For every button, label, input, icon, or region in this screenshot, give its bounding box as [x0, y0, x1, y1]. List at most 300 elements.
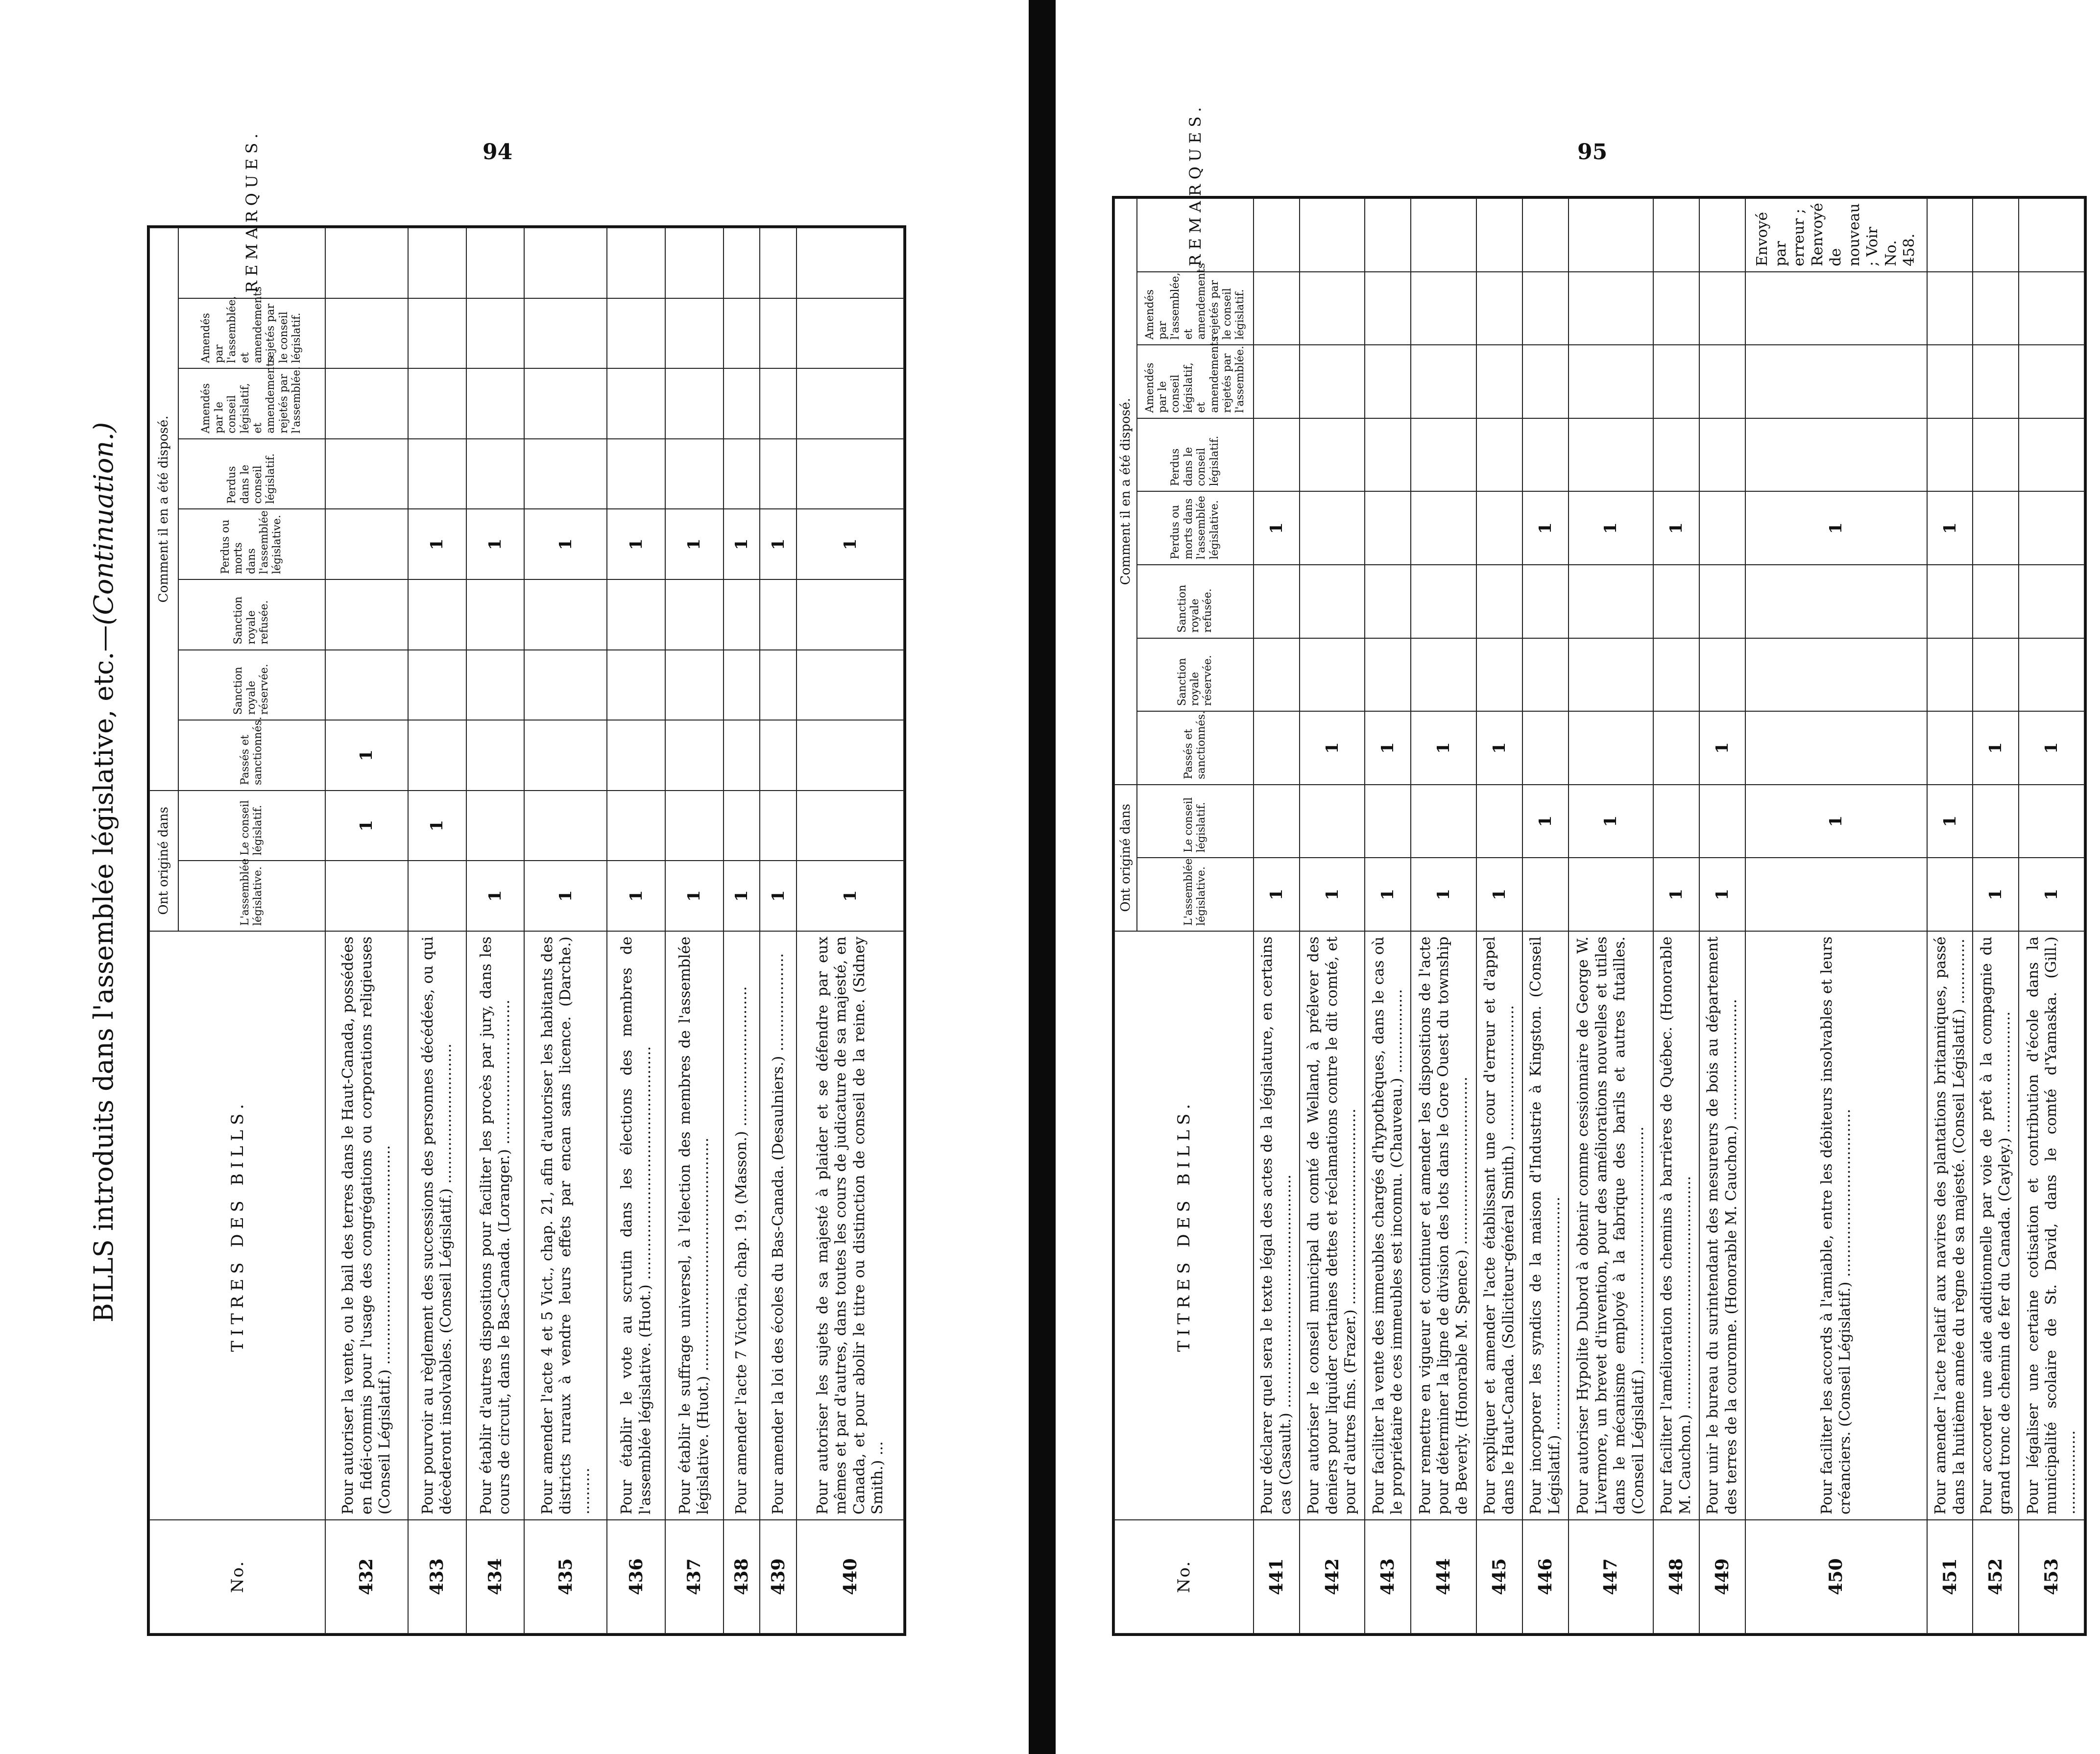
cell-amendes-conseil — [1973, 345, 2019, 418]
cell-conseil — [607, 791, 665, 861]
cell-amendes-assemblee — [1411, 272, 1476, 345]
cell-refusee — [1569, 565, 1653, 638]
bill-title: Pour déclarer quel sera le texte légal des actes de la législature, en certains cas (Casault.) .................................................. — [1254, 931, 1300, 1520]
cell-amendes-conseil — [760, 368, 797, 439]
running-title-main: BILLS introduits dans l'assemblée législative, etc.— — [88, 625, 119, 1322]
cell-refusee — [1522, 565, 1569, 638]
cell-perdus-assemblee: 1 — [797, 509, 904, 579]
table-row — [665, 228, 724, 1634]
cell-refusee — [724, 579, 760, 650]
cell-remarques — [1300, 198, 1365, 272]
cell-conseil — [760, 791, 797, 861]
cell-amendes-assemblee — [665, 298, 724, 369]
cell-passes — [1522, 711, 1569, 785]
cell-reservee — [466, 650, 525, 721]
cell-remarques — [1699, 198, 1745, 272]
header-conseil: Le conseil législatif. — [1137, 785, 1254, 858]
cell-perdus-assemblee — [325, 509, 408, 579]
bill-title: Pour amender l'acte relatif aux navires des plantations britanniques, passé dans la huitième année du règne de sa majesté. (Conseil Législatif.) .............. — [1927, 931, 1973, 1520]
bill-title: Pour établir le suffrage universel, à l'élection des membres de l'assemblée législative. (Huot.) .................................................. — [665, 931, 724, 1520]
cell-reservee — [408, 650, 466, 721]
cell-assemblee — [1522, 858, 1569, 931]
cell-refusee — [2019, 565, 2084, 638]
bill-title: Pour autoriser la vente, ou le bail des terres dans le Haut-Canada, possédées en fidéi-commis pour l'usage des congrégations ou corporations religieuses (Conseil Législatif.) ............................................... — [325, 931, 408, 1520]
cell-reservee — [607, 650, 665, 721]
cell-conseil — [797, 791, 904, 861]
cell-amendes-assemblee — [2019, 272, 2084, 345]
header-assemblee: L'assemblée législative. — [1137, 858, 1254, 931]
cell-assemblee: 1 — [524, 861, 607, 931]
cell-amendes-assemblee — [325, 298, 408, 369]
cell-remarques — [466, 228, 525, 298]
table-row — [1522, 198, 1569, 1634]
cell-perdus-assemblee: 1 — [1569, 491, 1653, 565]
running-title-continuation: (Continuation.) — [88, 422, 119, 625]
cell-refusee — [1653, 565, 1699, 638]
header-remarques: REMARQUES. — [1137, 198, 1254, 272]
bill-title: Pour remettre en vigueur et continuer et amender les dispositions de l'acte pour déterminer la ligne de division des lots dans le Gore Ouest du township de Beverly. (Honorable M. Spence.) .................................... — [1411, 931, 1476, 1520]
cell-passes: 1 — [325, 720, 408, 791]
cell-perdus-assemblee — [1411, 491, 1476, 565]
bill-number: 452 — [1973, 1520, 2019, 1634]
table-row — [524, 228, 607, 1634]
header-ont-origine: Ont originé dans — [1114, 785, 1137, 931]
cell-passes: 1 — [1973, 711, 2019, 785]
cell-conseil: 1 — [1927, 785, 1973, 858]
table-row — [1254, 198, 1300, 1634]
cell-perdus-conseil — [1973, 418, 2019, 492]
cell-passes — [607, 720, 665, 791]
cell-amendes-assemblee — [607, 298, 665, 369]
bill-number: 444 — [1411, 1520, 1476, 1634]
cell-amendes-conseil — [1476, 345, 1522, 418]
cell-assemblee: 1 — [1973, 858, 2019, 931]
cell-passes: 1 — [2019, 711, 2084, 785]
bill-number: 445 — [1476, 1520, 1522, 1634]
cell-refusee — [466, 579, 525, 650]
cell-amendes-assemblee — [1745, 272, 1927, 345]
cell-reservee — [665, 650, 724, 721]
cell-passes: 1 — [1411, 711, 1476, 785]
cell-passes — [665, 720, 724, 791]
header-titres: TITRES DES BILLS. — [149, 931, 325, 1520]
cell-remarques — [1411, 198, 1476, 272]
cell-remarques — [1254, 198, 1300, 272]
cell-conseil: 1 — [1522, 785, 1569, 858]
cell-perdus-conseil — [1569, 418, 1653, 492]
cell-amendes-assemblee — [1300, 272, 1365, 345]
header-amendes-conseil: Amendés par le conseil législatif, et amendements rejetés par l'assemblée. — [178, 368, 325, 439]
header-comment: Comment il en a été disposé. — [1114, 198, 1137, 785]
header-perdus-assemblee: Perdus ou morts dans l'assemblée législative. — [1137, 491, 1254, 565]
cell-refusee — [1365, 565, 1411, 638]
cell-perdus-conseil — [797, 439, 904, 509]
cell-reservee — [1254, 638, 1300, 712]
cell-assemblee: 1 — [607, 861, 665, 931]
cell-amendes-assemblee — [797, 298, 904, 369]
cell-reservee — [1300, 638, 1365, 712]
cell-perdus-conseil — [1653, 418, 1699, 492]
table-row — [1569, 198, 1653, 1634]
cell-amendes-assemblee — [524, 298, 607, 369]
cell-perdus-assemblee: 1 — [408, 509, 466, 579]
cell-refusee — [665, 579, 724, 650]
cell-perdus-conseil — [408, 439, 466, 509]
page-number: 94 — [483, 140, 513, 165]
cell-assemblee: 1 — [1653, 858, 1699, 931]
cell-perdus-conseil — [1476, 418, 1522, 492]
cell-perdus-assemblee: 1 — [1745, 491, 1927, 565]
header-perdus-assemblee: Perdus ou morts dans l'assemblée législative. — [178, 509, 325, 579]
cell-perdus-assemblee — [1973, 491, 2019, 565]
cell-amendes-assemblee — [1365, 272, 1411, 345]
bill-title: Pour amender l'acte 4 et 5 Vict., chap. 21, afin d'autoriser les habitants des districts ruraux à vendre leurs effets par encan sans licence. (Darche.) .......... — [524, 931, 607, 1520]
bill-title: Pour expliquer et amender l'acte établissant une cour d'erreur et d'appel dans le Haut-Canada. (Solliciteur-général Smith.) ............................. — [1476, 931, 1522, 1520]
cell-passes — [760, 720, 797, 791]
cell-amendes-assemblee — [1476, 272, 1522, 345]
table-row — [1365, 198, 1411, 1634]
cell-remarques — [524, 228, 607, 298]
cell-assemblee: 1 — [1476, 858, 1522, 931]
cell-amendes-conseil — [724, 368, 760, 439]
cell-perdus-assemblee: 1 — [524, 509, 607, 579]
cell-assemblee — [1569, 858, 1653, 931]
cell-reservee — [1569, 638, 1653, 712]
cell-amendes-conseil — [325, 368, 408, 439]
cell-remarques — [1365, 198, 1411, 272]
cell-amendes-assemblee — [1254, 272, 1300, 345]
cell-perdus-conseil — [724, 439, 760, 509]
running-title — [88, 422, 119, 1322]
cell-perdus-conseil — [1300, 418, 1365, 492]
cell-refusee — [1927, 565, 1973, 638]
cell-assemblee: 1 — [1300, 858, 1365, 931]
cell-reservee — [760, 650, 797, 721]
cell-conseil — [1300, 785, 1365, 858]
cell-reservee — [1927, 638, 1973, 712]
cell-remarques — [1927, 198, 1973, 272]
table-row — [1927, 198, 1973, 1634]
cell-assemblee: 1 — [1254, 858, 1300, 931]
cell-assemblee — [1927, 858, 1973, 931]
header-refusee: Sanction royale refusée. — [178, 579, 325, 650]
cell-passes — [408, 720, 466, 791]
cell-perdus-conseil — [2019, 418, 2084, 492]
bill-title: Pour légaliser une certaine cotisation et contribution d'école dans la municipalité scolaire de St. David, dans le comté d'Yamaska. (Gill.) .................. — [2019, 931, 2084, 1520]
cell-perdus-assemblee — [1365, 491, 1411, 565]
cell-perdus-conseil — [760, 439, 797, 509]
table-row — [325, 228, 408, 1634]
cell-reservee — [1365, 638, 1411, 712]
cell-conseil — [665, 791, 724, 861]
cell-remarques — [325, 228, 408, 298]
cell-perdus-conseil — [1927, 418, 1973, 492]
cell-assemblee — [408, 861, 466, 931]
cell-remarques — [1476, 198, 1522, 272]
cell-perdus-conseil — [524, 439, 607, 509]
cell-perdus-assemblee — [1476, 491, 1522, 565]
cell-amendes-conseil — [1365, 345, 1411, 418]
cell-conseil — [524, 791, 607, 861]
cell-perdus-assemblee: 1 — [724, 509, 760, 579]
table-row — [1300, 198, 1365, 1634]
cell-remarques — [1653, 198, 1699, 272]
cell-perdus-assemblee: 1 — [607, 509, 665, 579]
cell-amendes-conseil — [1653, 345, 1699, 418]
header-refusee: Sanction royale refusée. — [1137, 565, 1254, 638]
header-perdus-conseil: Perdus dans le conseil législatif. — [1137, 418, 1254, 492]
cell-conseil — [1476, 785, 1522, 858]
cell-refusee — [325, 579, 408, 650]
table-row — [724, 228, 760, 1634]
cell-conseil: 1 — [408, 791, 466, 861]
cell-passes: 1 — [1699, 711, 1745, 785]
cell-reservee — [2019, 638, 2084, 712]
bill-title: Pour faciliter l'amélioration des chemins à barrières de Québec. (Honorable M. Cauchon.) .................................................. — [1653, 931, 1699, 1520]
cell-assemblee — [325, 861, 408, 931]
cell-conseil — [1973, 785, 2019, 858]
bill-title: Pour incorporer les syndics de la maison d'Industrie à Kingston. (Conseil Législatif.) .................................................. — [1522, 931, 1569, 1520]
cell-amendes-assemblee — [1522, 272, 1569, 345]
bill-number: 435 — [524, 1520, 607, 1634]
cell-conseil — [1365, 785, 1411, 858]
cell-perdus-assemblee: 1 — [466, 509, 525, 579]
cell-passes: 1 — [1365, 711, 1411, 785]
cell-perdus-conseil — [1411, 418, 1476, 492]
table-row — [466, 228, 525, 1634]
table-row — [607, 228, 665, 1634]
cell-remarques — [760, 228, 797, 298]
cell-reservee — [1973, 638, 2019, 712]
header-no: No. — [1114, 1520, 1254, 1634]
bill-number: 441 — [1254, 1520, 1300, 1634]
cell-reservee — [1411, 638, 1476, 712]
cell-remarques — [1522, 198, 1569, 272]
bill-title: Pour établir d'autres dispositions pour faciliter les procès par jury, dans les cours de circuit, dans le Bas-Canada. (Loranger.) ............................... — [466, 931, 525, 1520]
cell-passes — [1254, 711, 1300, 785]
cell-passes — [1745, 711, 1927, 785]
cell-assemblee: 1 — [466, 861, 525, 931]
cell-passes — [797, 720, 904, 791]
header-comment: Comment il en a été disposé. — [149, 228, 178, 791]
cell-amendes-assemblee — [724, 298, 760, 369]
header-no: No. — [149, 1520, 325, 1634]
cell-reservee — [724, 650, 760, 721]
cell-refusee — [1973, 565, 2019, 638]
cell-amendes-assemblee — [1927, 272, 1973, 345]
cell-reservee — [797, 650, 904, 721]
cell-refusee — [797, 579, 904, 650]
cell-reservee — [1745, 638, 1927, 712]
cell-amendes-conseil — [1569, 345, 1653, 418]
cell-reservee — [1476, 638, 1522, 712]
page-number: 95 — [1577, 140, 1608, 165]
cell-amendes-conseil — [607, 368, 665, 439]
right-page — [1070, 0, 2100, 1754]
cell-perdus-assemblee — [1300, 491, 1365, 565]
cell-perdus-conseil — [466, 439, 525, 509]
cell-amendes-conseil — [1411, 345, 1476, 418]
cell-refusee — [408, 579, 466, 650]
cell-amendes-assemblee — [408, 298, 466, 369]
table-row — [1476, 198, 1522, 1634]
header-assemblee: L'assemblée législative. — [178, 861, 325, 931]
cell-conseil — [466, 791, 525, 861]
cell-conseil — [1699, 785, 1745, 858]
cell-assemblee: 1 — [1699, 858, 1745, 931]
cell-reservee — [325, 650, 408, 721]
cell-assemblee — [1745, 858, 1927, 931]
cell-amendes-conseil — [524, 368, 607, 439]
cell-reservee — [524, 650, 607, 721]
cell-perdus-conseil — [1522, 418, 1569, 492]
header-ont-origine: Ont originé dans — [149, 791, 178, 931]
bill-number: 446 — [1522, 1520, 1569, 1634]
cell-amendes-conseil — [1927, 345, 1973, 418]
bill-number: 450 — [1745, 1520, 1927, 1634]
cell-assemblee: 1 — [2019, 858, 2084, 931]
cell-reservee — [1522, 638, 1569, 712]
cell-conseil — [724, 791, 760, 861]
cell-passes — [1569, 711, 1653, 785]
cell-amendes-conseil — [1522, 345, 1569, 418]
bill-title: Pour autoriser les sujets de sa majesté à plaider et se défendre par eux mêmes et par d'autres, dans toutes les cours de judicature de sa majesté, en Canada, et pour abolir le titre ou distinction de conseil de la reine. (Sidney Smith.) ... — [797, 931, 904, 1520]
cell-perdus-assemblee: 1 — [665, 509, 724, 579]
cell-perdus-conseil — [1254, 418, 1300, 492]
bill-number: 449 — [1699, 1520, 1745, 1634]
bill-title: Pour pourvoir au règlement des successions des personnes décédées, ou qui décèderont insolvables. (Conseil Législatif.) .............................. — [408, 931, 466, 1520]
bill-number: 437 — [665, 1520, 724, 1634]
table-row — [1411, 198, 1476, 1634]
header-reservee: Sanction royale réservée. — [178, 650, 325, 721]
cell-conseil — [1653, 785, 1699, 858]
cell-amendes-assemblee — [1699, 272, 1745, 345]
cell-perdus-conseil — [1699, 418, 1745, 492]
bill-title: Pour faciliter la vente des immeubles chargés d'hypothèques, dans le cas où le propriétaire de ces immeubles est inconnu. (Chauveau.) .................. — [1365, 931, 1411, 1520]
cell-assemblee: 1 — [1365, 858, 1411, 931]
cell-amendes-assemblee — [1653, 272, 1699, 345]
cell-refusee — [1254, 565, 1300, 638]
bill-number: 448 — [1653, 1520, 1699, 1634]
header-perdus-conseil: Perdus dans le conseil législatif. — [178, 439, 325, 509]
bill-number: 439 — [760, 1520, 797, 1634]
cell-assemblee: 1 — [724, 861, 760, 931]
bill-number: 438 — [724, 1520, 760, 1634]
table-row — [1699, 198, 1745, 1634]
cell-amendes-assemblee — [1973, 272, 2019, 345]
cell-perdus-assemblee — [2019, 491, 2084, 565]
cell-refusee — [524, 579, 607, 650]
cell-reservee — [1653, 638, 1699, 712]
cell-passes — [1653, 711, 1699, 785]
bill-number: 434 — [466, 1520, 525, 1634]
table-row — [408, 228, 466, 1634]
table-row — [1745, 198, 1927, 1634]
cell-perdus-assemblee: 1 — [760, 509, 797, 579]
header-passes: Passés et sanctionnés. — [1137, 711, 1254, 785]
bill-title: Pour faciliter les accords à l'amiable, entre les débiteurs insolvables et leurs créanciers. (Conseil Législatif.) .................................... — [1745, 931, 1927, 1520]
cell-amendes-conseil — [1699, 345, 1745, 418]
cell-perdus-conseil — [665, 439, 724, 509]
cell-refusee — [760, 579, 797, 650]
bill-number: 442 — [1300, 1520, 1365, 1634]
cell-amendes-conseil — [797, 368, 904, 439]
bill-number: 436 — [607, 1520, 665, 1634]
cell-conseil: 1 — [325, 791, 408, 861]
bill-title: Pour amender la loi des écoles du Bas-Canada. (Desaulniers.) ..................... — [760, 931, 797, 1520]
cell-perdus-assemblee: 1 — [1522, 491, 1569, 565]
cell-assemblee: 1 — [797, 861, 904, 931]
header-conseil: Le conseil législatif. — [178, 791, 325, 861]
cell-refusee — [607, 579, 665, 650]
cell-perdus-conseil — [325, 439, 408, 509]
header-amendes-assemblee: Amendés par l'assemblée, et amendements rejetés par le conseil législatif. — [178, 298, 325, 369]
bill-number: 451 — [1927, 1520, 1973, 1634]
cell-passes — [724, 720, 760, 791]
cell-amendes-assemblee — [760, 298, 797, 369]
cell-remarques — [724, 228, 760, 298]
bill-number: 440 — [797, 1520, 904, 1634]
cell-perdus-assemblee — [1699, 491, 1745, 565]
bill-title: Pour autoriser Hypolite Dubord à obtenir comme cessionnaire de George W. Livermore, un brevet d'invention, pour des améliorations nouvelles et utiles dans le mécanisme employé à la fabrique des barils et autres futailles. (Conseil Législatif.) ................................................... — [1569, 931, 1653, 1520]
cell-remarques — [2019, 198, 2084, 272]
cell-remarques — [1973, 198, 2019, 272]
table-row — [2019, 198, 2084, 1634]
cell-conseil — [1411, 785, 1476, 858]
bill-number: 433 — [408, 1520, 466, 1634]
cell-conseil — [2019, 785, 2084, 858]
cell-amendes-conseil — [1745, 345, 1927, 418]
bill-title: Pour autoriser le conseil municipal du comté de Welland, à prélever des deniers pour liquider certaines dettes et réclamations contre le dit comté, et pour d'autres fins. (Frazer.) .......................................... — [1300, 931, 1365, 1520]
cell-refusee — [1411, 565, 1476, 638]
cell-passes — [466, 720, 525, 791]
table-row — [1973, 198, 2019, 1634]
cell-passes: 1 — [1300, 711, 1365, 785]
cell-refusee — [1476, 565, 1522, 638]
bill-title: Pour accorder une aide additionnelle par voie de prêt à la compagnie du grand tronc de chemin de fer du Canada. (Cayley.) .......................... — [1973, 931, 2019, 1520]
bill-title: Pour unir le bureau du surintendant des mesureurs de bois au département des terres de la couronne. (Honorable M. Cauchon.) .......................... — [1699, 931, 1745, 1520]
cell-amendes-assemblee — [466, 298, 525, 369]
cell-amendes-conseil — [1300, 345, 1365, 418]
header-amendes-conseil: Amendés par le conseil législatif, et amendements rejetés par l'assemblée. — [1137, 345, 1254, 418]
bill-title: Pour amender l'acte 7 Victoria, chap. 19. (Masson.) .............................. — [724, 931, 760, 1520]
cell-remarques: Envoyé par erreur ; Renvoyé de nouveau ; Voir No. 458. — [1745, 198, 1927, 272]
cell-refusee — [1300, 565, 1365, 638]
bill-number: 447 — [1569, 1520, 1653, 1634]
cell-perdus-conseil — [1745, 418, 1927, 492]
cell-perdus-conseil — [607, 439, 665, 509]
book-gutter — [1029, 0, 1056, 1754]
cell-perdus-conseil — [1365, 418, 1411, 492]
cell-conseil: 1 — [1569, 785, 1653, 858]
header-passes: Passés et sanctionnés. — [178, 720, 325, 791]
left-page — [0, 0, 1026, 1754]
cell-passes — [1927, 711, 1973, 785]
table-row — [760, 228, 797, 1634]
cell-amendes-conseil — [1254, 345, 1300, 418]
header-amendes-assemblee: Amendés par l'assemblée, et amendements rejetés par le conseil législatif. — [1137, 272, 1254, 345]
cell-conseil: 1 — [1745, 785, 1927, 858]
table-row — [797, 228, 904, 1634]
cell-refusee — [1699, 565, 1745, 638]
cell-remarques — [665, 228, 724, 298]
cell-perdus-assemblee: 1 — [1254, 491, 1300, 565]
header-reservee: Sanction royale réservée. — [1137, 638, 1254, 712]
header-remarques: REMARQUES. — [178, 228, 325, 298]
cell-remarques — [1569, 198, 1653, 272]
cell-amendes-assemblee — [1569, 272, 1653, 345]
cell-assemblee: 1 — [760, 861, 797, 931]
